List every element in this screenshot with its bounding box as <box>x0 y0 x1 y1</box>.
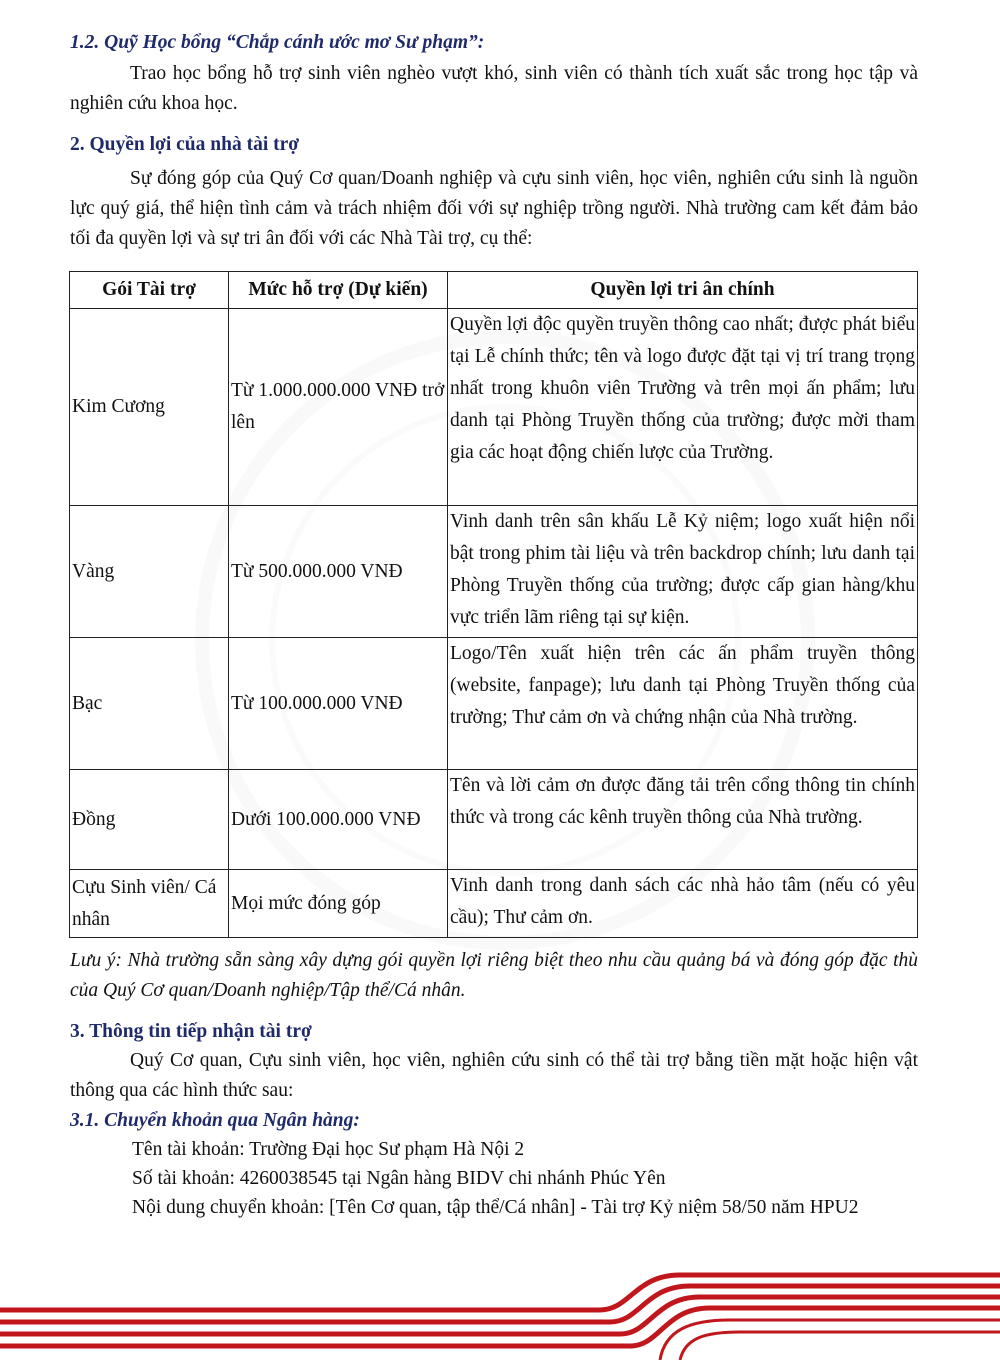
account-name: Tên tài khoản: Trường Đại học Sư phạm Hà Nội 2 <box>132 1139 525 1160</box>
header-benefit: Quyền lợi tri ân chính <box>448 272 918 309</box>
tier-cell: Đồng <box>70 770 229 870</box>
benefit-cell: Vinh danh trong danh sách các nhà hảo tâm (nếu có yêu cầu); Thư cảm ơn. <box>448 870 918 938</box>
amount-cell: Dưới 100.000.000 VNĐ <box>229 770 448 870</box>
sponsor-table <box>69 271 918 938</box>
amount-cell: Từ 500.000.000 VNĐ <box>229 506 448 638</box>
tier-cell: Vàng <box>70 506 229 638</box>
section-3-heading: 3. Thông tin tiếp nhận tài trợ <box>70 1021 312 1042</box>
benefit-cell: Vinh danh trên sân khấu Lễ Kỷ niệm; logo xuất hiện nổi bật trong phim tài liệu và trên backdrop chính; lưu danh tại Phòng Truyền thống của trường; được cấp gian hàng/khu vực triển lãm riêng tại sự kiện. <box>448 506 918 638</box>
benefit-cell: Logo/Tên xuất hiện trên các ấn phẩm truyền thông (website, fanpage); lưu danh tại Phòng Truyền thống của trường; Thư cảm ơn và chứng nhận của Nhà trường. <box>448 638 918 770</box>
amount-cell: Từ 100.000.000 VNĐ <box>229 638 448 770</box>
section-3-1-heading: 3.1. Chuyển khoản qua Ngân hàng: <box>70 1110 360 1131</box>
transfer-content: Nội dung chuyển khoản: [Tên Cơ quan, tập thể/Cá nhân] - Tài trợ Kỷ niệm 58/50 năm HPU2 <box>132 1197 859 1218</box>
table-row <box>70 506 918 638</box>
amount-cell: Mọi mức đóng góp <box>229 870 448 938</box>
table-header-row <box>70 272 918 309</box>
benefit-cell: Quyền lợi độc quyền truyền thông cao nhất; được phát biểu tại Lễ chính thức; tên và logo được đặt tại vị trí trang trọng nhất trong khuôn viên Trường và trên mọi ấn phẩm; lưu danh tại Phòng Truyền thống của trường; được mời tham gia các hoạt động chiến lược của Trường. <box>448 309 918 506</box>
table-row <box>70 770 918 870</box>
header-amount: Mức hỗ trợ (Dự kiến) <box>229 272 448 309</box>
table-row <box>70 309 918 506</box>
footer-decoration <box>0 1270 1000 1360</box>
header-tier: Gói Tài trợ <box>70 272 229 309</box>
section-3-body: Quý Cơ quan, Cựu sinh viên, học viên, nghiên cứu sinh có thể tài trợ bằng tiền mặt hoặc hiện vật thông qua các hình thức sau: <box>70 1050 918 1101</box>
account-number: Số tài khoản: 4260038545 tại Ngân hàng BIDV chi nhánh Phúc Yên <box>132 1168 666 1189</box>
section-1-2-heading: 1.2. Quỹ Học bổng “Chắp cánh ước mơ Sư phạm”: <box>70 32 485 53</box>
table-row <box>70 870 918 938</box>
table-row <box>70 638 918 770</box>
tier-cell: Cựu Sinh viên/ Cá nhân <box>70 870 229 938</box>
tier-cell: Kim Cương <box>70 309 229 506</box>
section-1-2-body: Trao học bổng hỗ trợ sinh viên nghèo vượt khó, sinh viên có thành tích xuất sắc trong học tập và nghiên cứu khoa học. <box>70 63 918 114</box>
section-2-body: Sự đóng góp của Quý Cơ quan/Doanh nghiệp và cựu sinh viên, học viên, nghiên cứu sinh là nguồn lực quý giá, thể hiện tình cảm và trách nhiệm đối với sự nghiệp trồng người. Nhà trường cam kết đảm bảo tối đa quyền lợi và sự tri ân đối với các Nhà Tài trợ, cụ thể: <box>70 168 918 249</box>
tier-cell: Bạc <box>70 638 229 770</box>
benefit-cell: Tên và lời cảm ơn được đăng tải trên cổng thông tin chính thức và trong các kênh truyền thông của Nhà trường. <box>448 770 918 870</box>
note-text: Lưu ý: Nhà trường sẵn sàng xây dựng gói quyền lợi riêng biệt theo nhu cầu quảng bá và đóng góp đặc thù của Quý Cơ quan/Doanh nghiệp/Tập thể/Cá nhân. <box>70 950 918 1001</box>
section-2-heading: 2. Quyền lợi của nhà tài trợ <box>70 134 300 155</box>
amount-cell: Từ 1.000.000.000 VNĐ trở lên <box>229 309 448 506</box>
